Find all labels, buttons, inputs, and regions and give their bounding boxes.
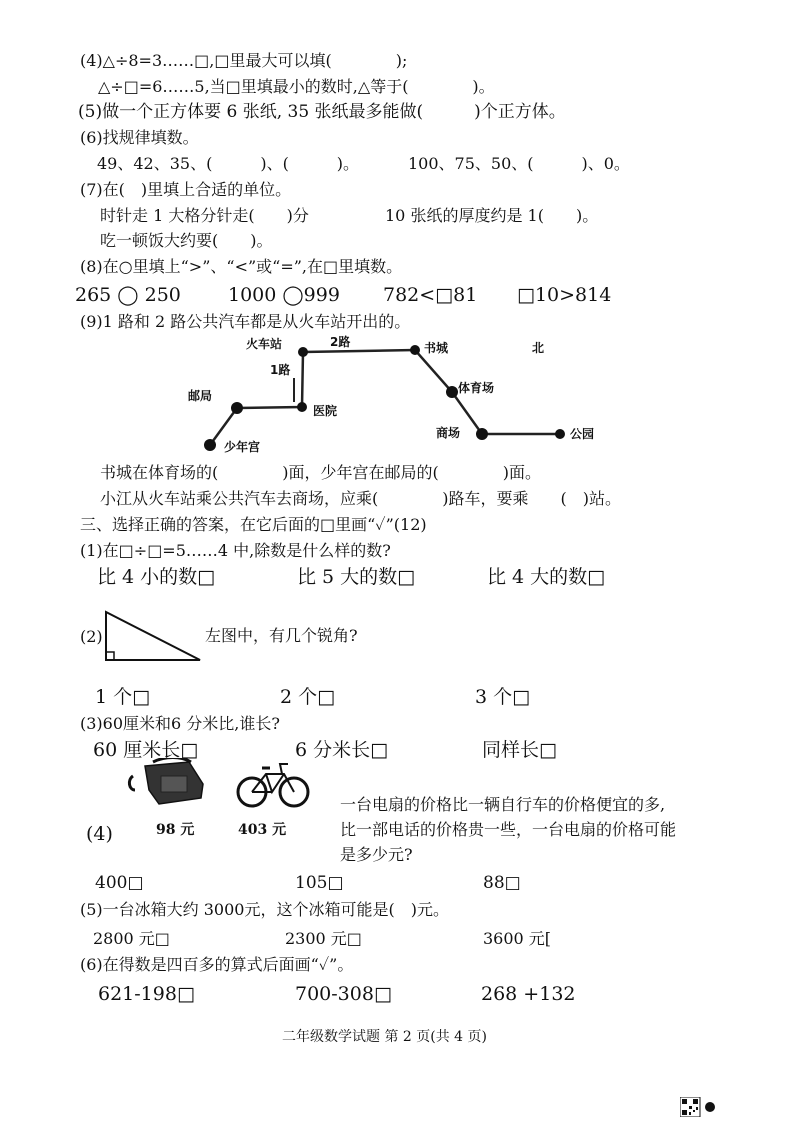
- train-station-label: 火车站: [246, 337, 283, 351]
- question-4b: △÷□=6……5,当□里填最小的数时,△等于( )。: [98, 77, 495, 96]
- choice-4-text-2: 比一部电话的价格贵一些，一台电扇的价格可能: [340, 820, 677, 839]
- question-9b: 小江从火车站乘公共汽车去商场，应乘( )路车，要乘 ( )站。: [100, 489, 621, 508]
- choice-2-opt-1: 1 个□: [95, 686, 151, 708]
- choice-6-opt-3: 268 +132: [481, 983, 576, 1005]
- choice-3-opt-3: 同样长□: [482, 739, 557, 761]
- choice-1-opt-2: 比 5 大的数□: [297, 566, 416, 588]
- question-4a: (4)△÷8=3……□,□里最大可以填( );: [80, 51, 408, 70]
- question-6: (6)找规律填数。: [80, 128, 199, 147]
- telephone-price: 98 元: [156, 822, 195, 838]
- question-9a: 书城在体育场的( )面，少年宫在邮局的( )面。: [100, 463, 541, 482]
- question-9: (9)1 路和 2 路公共汽车都是从火车站开出的。: [80, 312, 411, 331]
- question-7c: 吃一顿饭大约要( )。: [100, 231, 273, 250]
- choice-4-opt-2: 105□: [295, 873, 344, 893]
- choice-4-opt-1: 400□: [95, 873, 144, 893]
- mall-dot: [476, 428, 488, 440]
- choice-2-label: (2): [80, 627, 103, 646]
- choice-4-label: (4): [86, 823, 113, 845]
- question-6a: 49、42、35、( )、( )。: [97, 154, 360, 173]
- bicycle-image: [236, 758, 312, 810]
- youth-palace-label: 少年宫: [224, 440, 261, 454]
- bookstore-dot: [410, 345, 420, 355]
- youth-palace-dot: [204, 439, 216, 451]
- question-7b: 10 张纸的厚度约是 1( )。: [385, 206, 599, 225]
- choice-6-opt-2: 700-308□: [295, 983, 392, 1005]
- bookstore-label: 书城: [424, 341, 449, 355]
- hospital-label: 医院: [313, 404, 338, 418]
- qr-code-icon: [680, 1097, 720, 1117]
- bus-route-map: [180, 330, 620, 460]
- choice-2-opt-3: 3 个□: [475, 686, 531, 708]
- hospital-dot: [297, 402, 307, 412]
- choice-5-opt-1: 2800 元□: [93, 929, 170, 948]
- compare-item-3: 782<□81: [383, 284, 478, 306]
- park-label: 公园: [570, 427, 595, 441]
- bicycle-price: 403 元: [238, 822, 287, 838]
- train-station-dot: [298, 347, 308, 357]
- choice-1-opt-3: 比 4 大的数□: [487, 566, 606, 588]
- north-label: 北: [532, 341, 545, 355]
- choice-2-question: 左图中，有几个锐角?: [205, 626, 358, 645]
- choice-5-opt-2: 2300 元□: [285, 929, 362, 948]
- section-3-title: 三、选择正确的答案，在它后面的□里画“✓”(12): [80, 515, 427, 534]
- choice-4-opt-3: 88□: [483, 873, 521, 893]
- choice-3-opt-2: 6 分米长□: [295, 739, 389, 761]
- choice-1: (1)在□÷□=5……4 中,除数是什么样的数?: [80, 541, 391, 560]
- choice-2-opt-2: 2 个□: [280, 686, 336, 708]
- compare-item-2: 1000 ◯999: [228, 284, 340, 306]
- choice-1-opt-1: 比 4 小的数□: [97, 566, 216, 588]
- compare-item-4: □10>814: [517, 284, 612, 306]
- park-dot: [555, 429, 565, 439]
- post-office-dot: [231, 402, 243, 414]
- choice-5-opt-3: 3600 元[: [483, 929, 552, 948]
- route1-label: 1路: [270, 363, 291, 377]
- mall-label: 商场: [436, 426, 461, 440]
- question-6b: 100、75、50、( )、0。: [408, 154, 630, 173]
- stadium-label: 体育场: [458, 381, 495, 395]
- choice-3: (3)60厘米和6 分米比,谁长?: [80, 714, 280, 733]
- telephone-image: [125, 758, 210, 808]
- choice-5: (5)一台冰箱大约 3000元，这个冰箱可能是( )元。: [80, 900, 449, 919]
- question-5: (5)做一个正方体要 6 张纸, 35 张纸最多能做( )个正方体。: [78, 102, 566, 122]
- question-8: (8)在○里填上“>”、“<”或“=”,在□里填数。: [80, 257, 403, 276]
- choice-6-opt-1: 621-198□: [98, 983, 195, 1005]
- compare-item-1: 265 ◯ 250: [75, 284, 181, 306]
- post-office-label: 邮局: [188, 389, 213, 403]
- route2-label: 2路: [330, 335, 351, 349]
- choice-3-opt-1: 60 厘米长□: [93, 739, 199, 761]
- choice-4-text-1: 一台电扇的价格比一辆自行车的价格便宜的多,: [340, 795, 666, 814]
- page-footer: 二年级数学试题 第 2 页(共 4 页): [282, 1029, 487, 1045]
- question-7a: 时针走 1 大格分针走( )分: [100, 206, 309, 225]
- question-7: (7)在( )里填上合适的单位。: [80, 180, 292, 199]
- right-triangle-figure: [100, 608, 204, 664]
- stadium-dot: [446, 386, 458, 398]
- choice-6: (6)在得数是四百多的算式后面画“✓”。: [80, 955, 354, 974]
- choice-4-text-3: 是多少元?: [340, 845, 413, 864]
